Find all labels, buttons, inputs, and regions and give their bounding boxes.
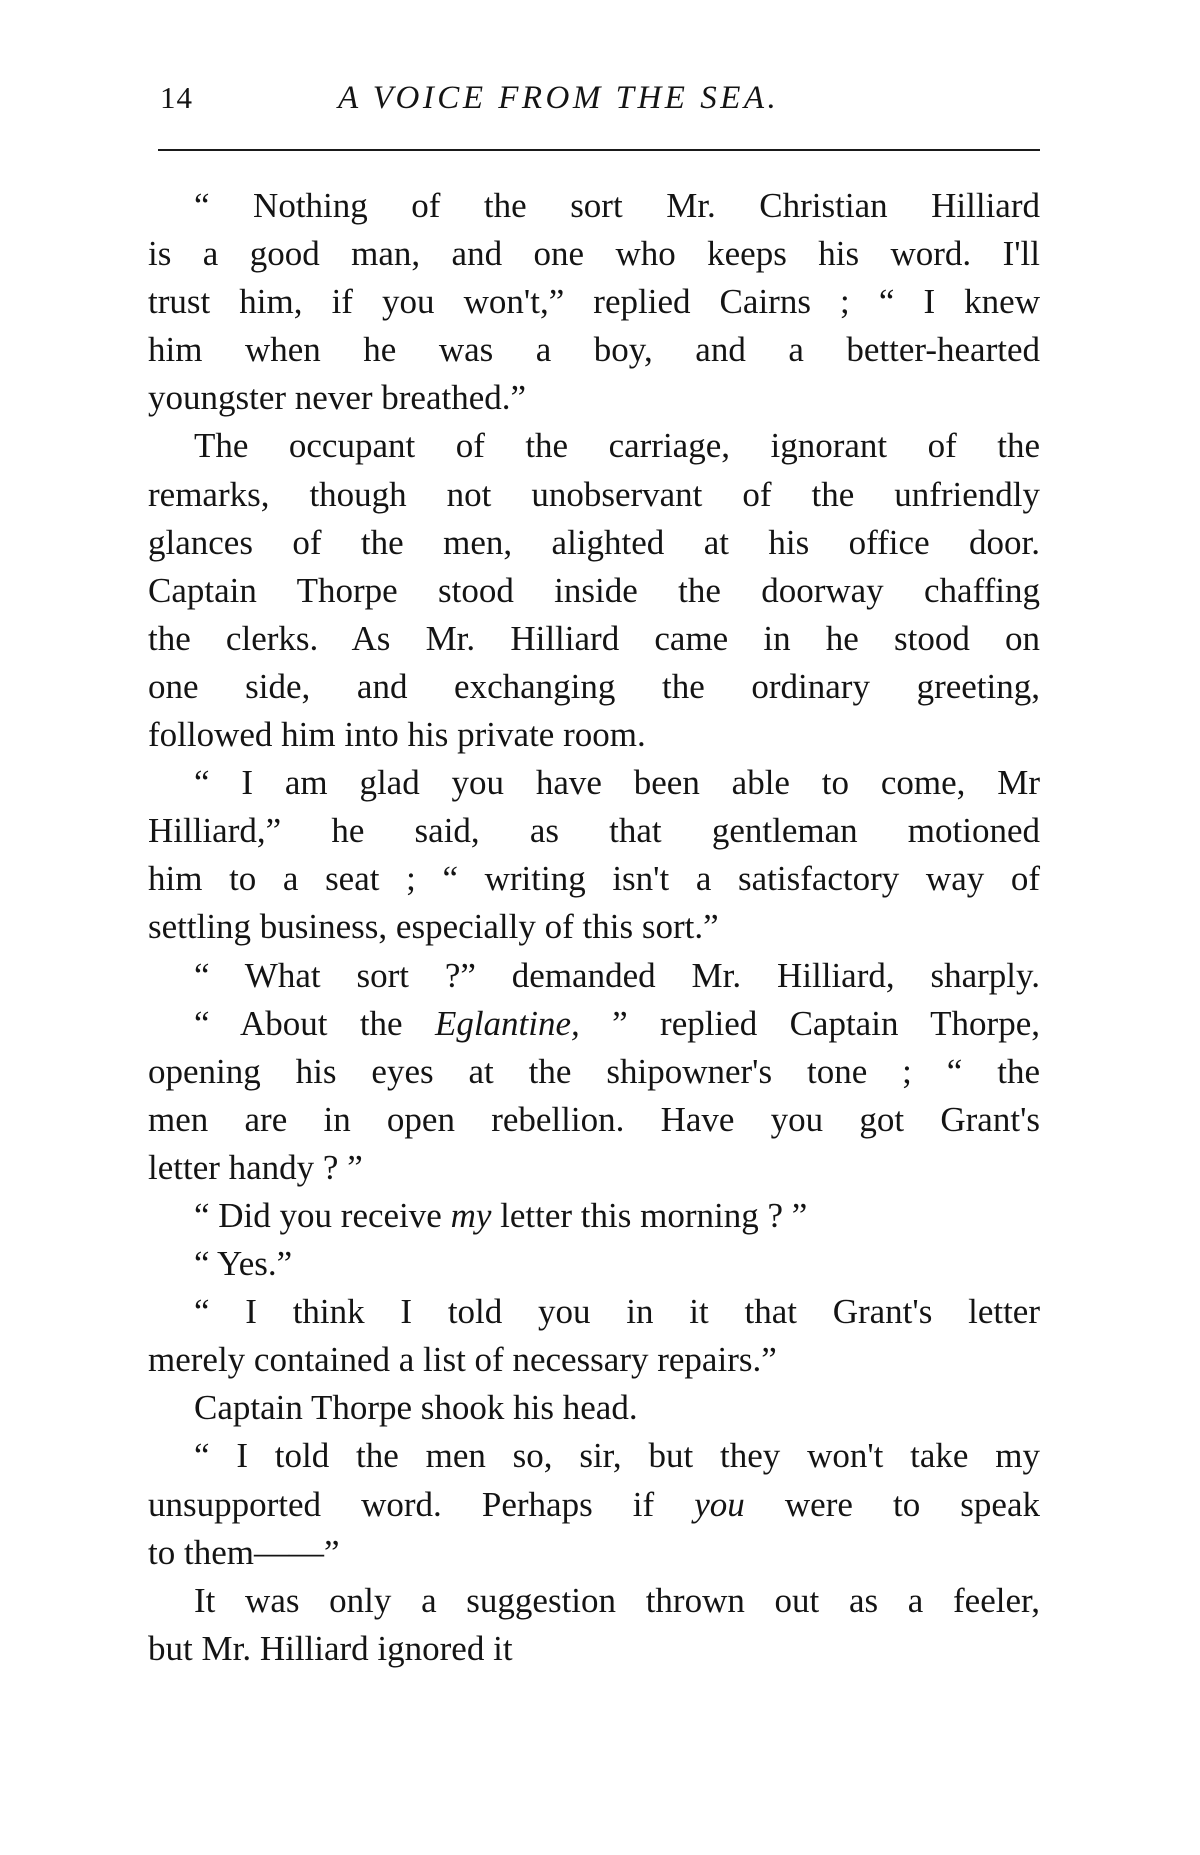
text-line: him when he was a boy, and a better-hearted <box>148 330 1040 370</box>
text-line: letter handy ? ” <box>148 1147 363 1187</box>
text-line: men are in open rebellion. Have you got Grant's <box>148 1099 1040 1139</box>
text-line: is a good man, and one who keeps his word. I'll <box>148 234 1040 274</box>
text-line: Captain Thorpe stood inside the doorway chaffing <box>148 570 1040 610</box>
text-line: “ Did you receive my letter this morning ? ” <box>194 1195 808 1235</box>
text-line: opening his eyes at the shipowner's tone ; “ the <box>148 1051 1040 1091</box>
text-line: “ I am glad you have been able to come, Mr <box>194 763 1040 803</box>
text-line: “ What sort ?” demanded Mr. Hilliard, sharply. <box>194 955 1040 995</box>
italic-text: you <box>694 1484 745 1524</box>
text-line: trust him, if you won't,” replied Cairns ; “ I knew <box>148 282 1040 322</box>
text-line: but Mr. Hilliard ignored it <box>148 1628 513 1668</box>
text-line: the clerks. As Mr. Hilliard came in he stood on <box>148 618 1040 658</box>
text-line: The occupant of the carriage, ignorant of the <box>194 426 1040 466</box>
text-line: glances of the men, alighted at his office door. <box>148 522 1040 562</box>
text-line: “ I told the men so, sir, but they won't take my <box>194 1436 1040 1476</box>
text-line: “ I think I told you in it that Grant's letter <box>194 1292 1040 1332</box>
text-line: “ Yes.” <box>194 1244 293 1284</box>
text-line: “ About the Eglantine, ” replied Captain Thorpe, <box>194 1003 1040 1043</box>
text-line: youngster never breathed.” <box>148 378 527 418</box>
text-line: one side, and exchanging the ordinary greeting, <box>148 666 1040 706</box>
header-rule <box>158 149 1040 151</box>
italic-text: my <box>450 1195 492 1235</box>
running-head <box>160 78 1040 128</box>
text-line: settling business, especially of this sort.” <box>148 907 719 947</box>
text-line: Hilliard,” he said, as that gentleman motioned <box>148 811 1040 851</box>
text-line: him to a seat ; “ writing isn't a satisfactory way of <box>148 859 1040 899</box>
text-line: merely contained a list of necessary repairs.” <box>148 1340 777 1380</box>
running-title: A VOICE FROM THE SEA. <box>338 80 780 116</box>
text-line: “ Nothing of the sort Mr. Christian Hilliard <box>194 186 1040 225</box>
text-line: remarks, though not unobservant of the unfriendly <box>148 474 1040 514</box>
italic-text: Eglantine, <box>434 1003 580 1043</box>
text-line: to them——” <box>148 1532 340 1572</box>
text-line: It was only a suggestion thrown out as a feeler, <box>194 1580 1040 1620</box>
page-number: 14 <box>160 80 193 115</box>
body-text <box>148 182 1040 1673</box>
text-line: Captain Thorpe shook his head. <box>194 1388 638 1428</box>
text-line: unsupported word. Perhaps if you were to speak <box>148 1484 1040 1524</box>
text-line: followed him into his private room. <box>148 715 646 755</box>
